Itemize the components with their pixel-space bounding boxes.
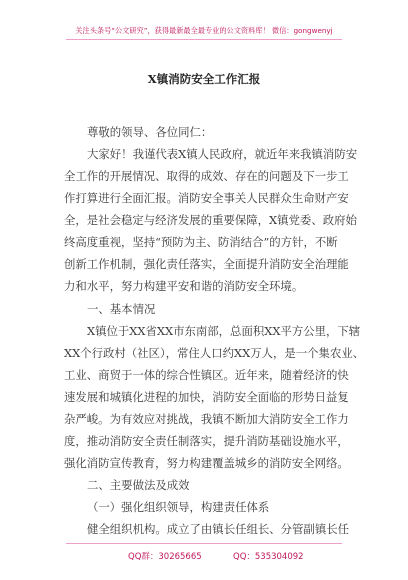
body-line: 工业、商贸于一体的综合性镇区。近年来，随着经济的快 <box>64 368 349 382</box>
section-heading: 二、主要做法及成效 <box>87 478 190 492</box>
body-line: 创新工作机制，强化责任落实，全面提升消防安全治理能 <box>64 257 349 271</box>
footer-qq-contact: QQ：535304092 <box>233 552 304 562</box>
body-line: 速发展和城镇化进程的加快，消防安全面临的形势日益复 <box>64 390 349 404</box>
footer-qq-group: QQ群：30265665 <box>128 552 202 562</box>
body-line: 作打算进行全面汇报。消防安全事关人民群众生命财产安 <box>64 191 349 205</box>
body-line: XX个行政村（社区），常住人口约XX万人，是一个集农业、 <box>64 346 365 360</box>
body-line: 健全组织机构。成立了由镇长任组长、分管副镇长任 <box>87 522 349 536</box>
body-line: 大家好！我谨代表X镇人民政府，就近年来我镇消防安 <box>87 147 358 161</box>
subsection-heading: （一）强化组织领导，构建责任体系 <box>87 500 270 514</box>
body-line: 强化消防宣传教育，努力构建覆盖城乡的消防安全网络。 <box>64 456 349 470</box>
body-line: 全，是社会稳定与经济发展的重要保障，X镇党委、政府始 <box>64 213 357 227</box>
footer-divider <box>66 543 342 544</box>
body-line: X镇位于XX省XX市东南部，总面积XX平方公里，下辖 <box>87 324 361 338</box>
header-banner: 关注头条号“公文研究”，获得最新最全最专业的公文资料库！ 微信：gongwenyj <box>75 26 333 35</box>
body-line: 终高度重视，坚持“预防为主、防消结合”的方针，不断 <box>64 235 338 249</box>
body-line: 力和水平，努力构建平安和谐的消防安全环境。 <box>64 279 304 293</box>
section-heading: 一、基本情况 <box>87 302 156 316</box>
document-title: X镇消防安全工作汇报 <box>147 72 261 86</box>
body-line: 杂严峻。为有效应对挑战，我镇不断加大消防安全工作力 <box>64 412 349 426</box>
body-line: 度，推动消防安全责任制落实，提升消防基础设施水平， <box>64 434 349 448</box>
body-line: 全工作的开展情况、取得的成效、存在的问题及下一步工 <box>64 169 349 183</box>
header-divider <box>66 39 342 40</box>
salutation: 尊敬的领导、各位同仁： <box>87 125 213 139</box>
